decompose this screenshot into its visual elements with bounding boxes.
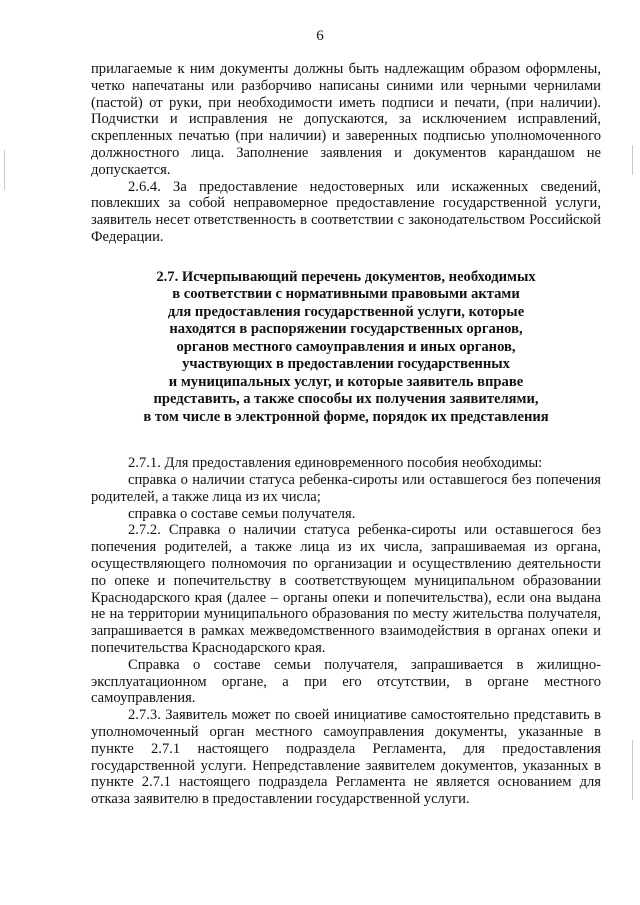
- heading-line: в соответствии с нормативными правовыми актами: [172, 286, 520, 303]
- heading-line: органов местного самоуправления и иных органов,: [176, 338, 516, 355]
- list-item-orphan-status-certificate: справка о наличии статуса ребенка-сироты или оставшегося без попечения родителей, а также лица из их числа;: [91, 472, 601, 505]
- list-item-family-certificate: справка о составе семьи получателя.: [128, 505, 356, 522]
- page-number: 6: [316, 28, 324, 44]
- heading-line: и муниципальных услуг, и которые заявитель вправе: [168, 373, 524, 390]
- heading-line: представить, а также способы их получения заявителями,: [153, 391, 539, 408]
- paragraph-2-6-4: 2.6.4. За предоставление недостоверных или искаженных сведений, повлекших за собой неправомерное предоставление государственной услуги, заявитель несет ответственность в соответствии с законодательством Российской Федерации.: [91, 178, 601, 245]
- paragraph-continuation: прилагаемые к ним документы должны быть надлежащим образом оформлены, четко напечатаны или разборчиво написаны синими или черными чернилами (пастой) от руки, при необходимости иметь подписи и печати, (при наличии). Подчистки и исправления не допускаются, за исключением исправлений, скрепленных печатью (при наличии) и заверенных подписью уполномоченного должностного лица. Заполнение заявления и документов карандашом не допускается.: [91, 61, 601, 178]
- heading-line: участвующих в предоставлении государственных: [182, 356, 510, 373]
- scan-edge-mark-left: [4, 150, 5, 190]
- paragraph-2-7-1: 2.7.1. Для предоставления единовременного пособия необходимы:: [128, 455, 543, 472]
- heading-line: 2.7. Исчерпывающий перечень документов, необходимых: [156, 268, 536, 285]
- paragraph-family-certificate-request: Справка о составе семьи получателя, запрашивается в жилищно-эксплуатационном органе, а при его отсутствии, в органе местного самоуправления.: [91, 656, 601, 707]
- paragraph-2-7-2: 2.7.2. Справка о наличии статуса ребенка-сироты или оставшегося без попечения родителей, а также лица из их числа, запрашиваемая из органа, осуществляющего полномочия по организации и осуществлению деятельности по опеке и попечительству в соответствующем муниципальном образовании Краснодарского края (далее – органы опеки и попечительства), если она выдана не на территории муниципального образования по месту жительства получателя, запрашивается в рамках межведомственного взаимодействия в органах опеки и попечительства Краснодарского края.: [91, 522, 601, 657]
- paragraph-2-7-3: 2.7.3. Заявитель может по своей инициативе самостоятельно представить в уполномоченный орган местного самоуправления документы, указанные в пункте 2.7.1 настоящего подраздела Регламента, для предоставления государственной услуги. Непредставление заявителем документов, указанных в пункте 2.7.1 настоящего подраздела Регламента не является основанием для отказа заявителю в предоставлении государственной услуги.: [91, 707, 601, 808]
- section-heading-2-7: [91, 269, 601, 427]
- heading-line: находятся в распоряжении государственных органов,: [169, 321, 523, 338]
- scan-edge-mark-right-lower: [632, 740, 633, 800]
- document-body: [91, 61, 601, 808]
- heading-line: в том числе в электронной форме, порядок их представления: [143, 408, 549, 425]
- heading-line: для предоставления государственной услуги, которые: [167, 303, 525, 320]
- scan-edge-mark-right: [632, 145, 633, 175]
